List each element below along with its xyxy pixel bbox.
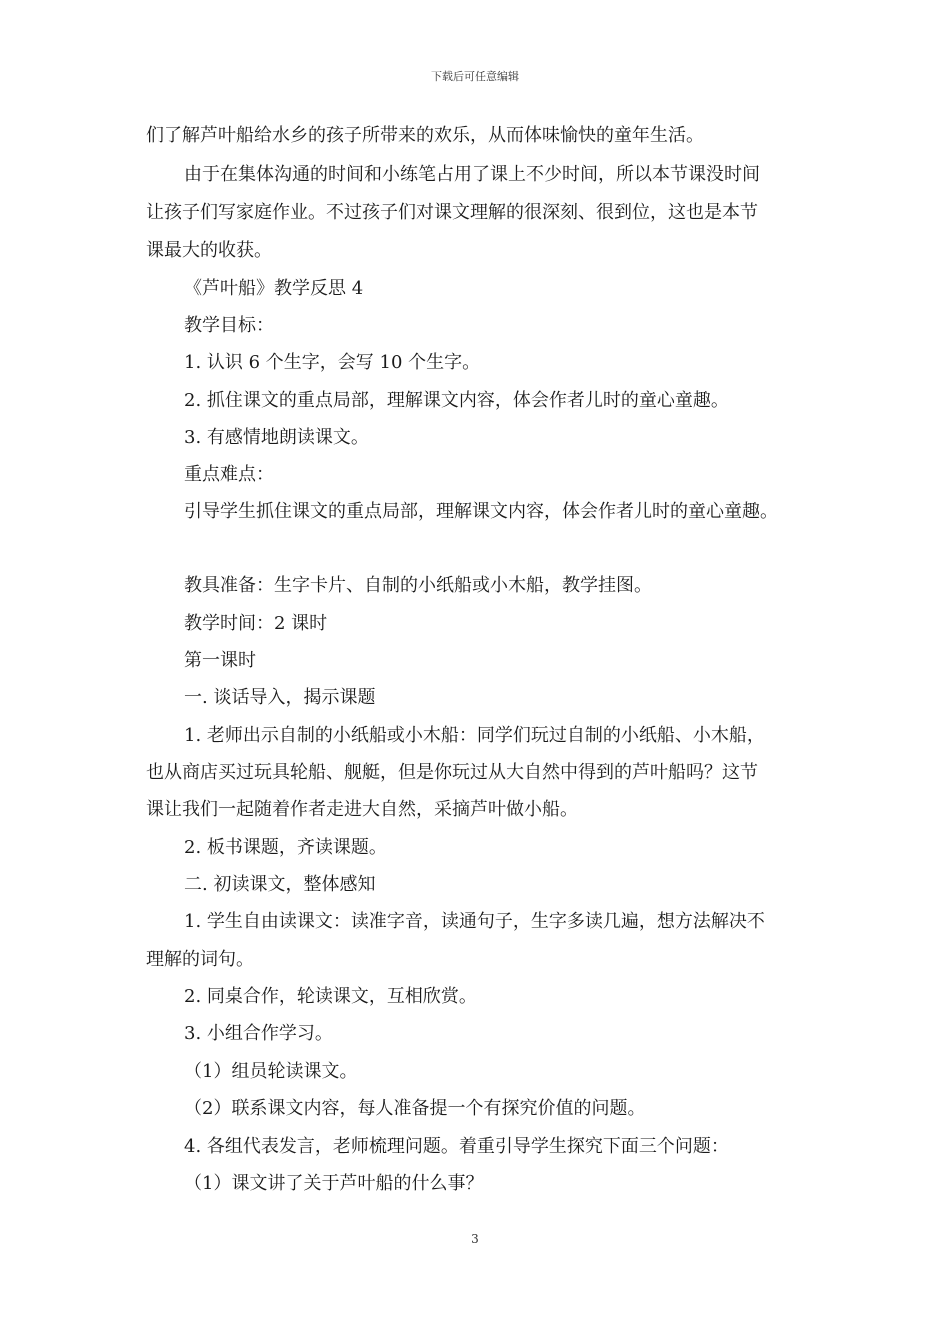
page-number: 3 — [471, 1232, 479, 1246]
text-line: 3. 小组合作学习。 — [184, 1023, 333, 1044]
text-line: 2. 抓住课文的重点局部，理解课文内容，体会作者儿时的童心童趣。 — [184, 390, 729, 411]
text-line: 《芦叶船》教学反思 4 — [184, 278, 364, 299]
text-line: （1）组员轮读课文。 — [184, 1061, 358, 1082]
text-line: 1. 老师出示自制的小纸船或小木船：同学们玩过自制的小纸船、小木船， — [184, 725, 765, 746]
text-line: 4. 各组代表发言，老师梳理问题。着重引导学生探究下面三个问题： — [184, 1136, 729, 1157]
text-line: 们了解芦叶船给水乡的孩子所带来的欢乐，从而体味愉快的童年生活。 — [146, 125, 704, 146]
text-line: （2）联系课文内容，每人准备提一个有探究价值的问题。 — [184, 1098, 646, 1119]
text-line: 第一课时 — [184, 650, 256, 671]
text-line: 让孩子们写家庭作业。不过孩子们对课文理解的很深刻、很到位，这也是本节 — [146, 202, 758, 223]
text-line: 课最大的收获。 — [146, 240, 272, 261]
text-line: 一. 谈话导入，揭示课题 — [184, 687, 376, 708]
text-line: 重点难点： — [184, 464, 274, 485]
text-line: 也从商店买过玩具轮船、舰艇，但是你玩过从大自然中得到的芦叶船吗？这节 — [146, 762, 758, 783]
text-line: 2. 板书课题，齐读课题。 — [184, 837, 387, 858]
text-line: 3. 有感情地朗读课文。 — [184, 427, 369, 448]
text-line: 课让我们一起随着作者走进大自然，采摘芦叶做小船。 — [146, 799, 578, 820]
text-line: 教学目标： — [184, 315, 274, 336]
text-line: 教学时间：2 课时 — [184, 613, 328, 634]
text-line: 2. 同桌合作，轮读课文，互相欣赏。 — [184, 986, 477, 1007]
page-header: 下载后可任意编辑 — [431, 70, 519, 83]
text-line: 1. 认识 6 个生字，会写 10 个生字。 — [184, 352, 481, 373]
text-line: 1. 学生自由读课文：读准字音，读通句子，生字多读几遍，想方法解决不 — [184, 911, 765, 932]
text-line: 引导学生抓住课文的重点局部，理解课文内容，体会作者儿时的童心童趣。 — [184, 501, 778, 522]
text-line: 由于在集体沟通的时间和小练笔占用了课上不少时间，所以本节课没时间 — [184, 164, 760, 185]
text-line: 理解的词句。 — [146, 949, 254, 970]
text-line: 教具准备：生字卡片、自制的小纸船或小木船，教学挂图。 — [184, 575, 652, 596]
text-line: （1）课文讲了关于芦叶船的什么事？ — [184, 1173, 484, 1194]
text-line: 二. 初读课文，整体感知 — [184, 874, 376, 895]
